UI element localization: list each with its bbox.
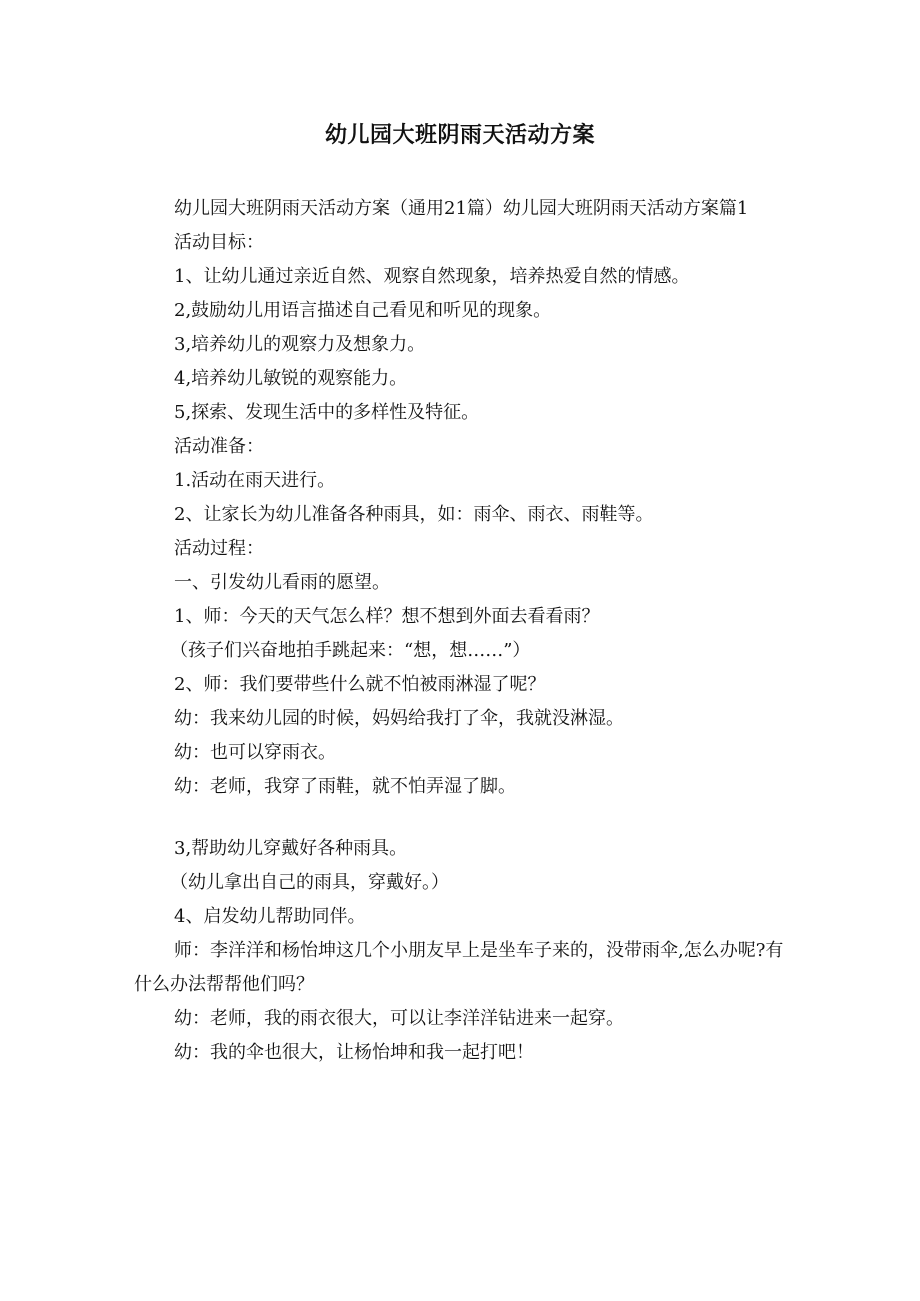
prep-heading: 活动准备： xyxy=(174,436,264,457)
teacher-line: 师：李洋洋和杨怡坤这几个小朋友早上是坐车子来的，没带雨伞,怎么办呢?有什么办法帮帮他们吗？ xyxy=(134,940,784,995)
goal-item: 5,探索、发现生活中的多样性及特征。 xyxy=(174,402,480,423)
process-line: 一、引发幼儿看雨的愿望。 xyxy=(174,572,390,593)
dialogue-line: 幼：我的伞也很大，让杨怡坤和我一起打吧！ xyxy=(174,1042,534,1063)
process-line: （孩子们兴奋地拍手跳起来：“想，想……”） xyxy=(170,640,531,661)
process-heading: 活动过程： xyxy=(174,538,264,559)
dialogue-line: 幼：我来幼儿园的时候，妈妈给我打了伞，我就没淋湿。 xyxy=(174,708,624,729)
process-line: 3,帮助幼儿穿戴好各种雨具。 xyxy=(174,838,408,859)
goal-item: 1、让幼儿通过亲近自然、观察自然现象，培养热爱自然的情感。 xyxy=(174,266,690,287)
document-body xyxy=(134,192,794,1070)
prep-item: 2、让家长为幼儿准备各种雨具，如：雨伞、雨衣、雨鞋等。 xyxy=(174,504,654,525)
goal-item: 4,培养幼儿敏锐的观察能力。 xyxy=(174,368,408,389)
process-line: 4、启发幼儿帮助同伴。 xyxy=(174,906,366,927)
intro-paragraph: 幼儿园大班阴雨天活动方案（通用21篇）幼儿园大班阴雨天活动方案篇1 xyxy=(174,198,749,219)
goals-heading: 活动目标： xyxy=(174,232,264,253)
goal-item: 3,培养幼儿的观察力及想象力。 xyxy=(174,334,426,355)
goal-item: 2,鼓励幼儿用语言描述自己看见和听见的现象。 xyxy=(174,300,552,321)
process-line: 1、师：今天的天气怎么样？想不想到外面去看看雨？ xyxy=(174,606,600,627)
dialogue-line: 幼：老师，我穿了雨鞋，就不怕弄湿了脚。 xyxy=(174,776,516,797)
dialogue-line: 幼：老师，我的雨衣很大，可以让李洋洋钻进来一起穿。 xyxy=(174,1008,624,1029)
process-line: 2、师：我们要带些什么就不怕被雨淋湿了呢？ xyxy=(174,674,546,695)
paragraph-gap xyxy=(134,804,794,832)
document-title: 幼儿园大班阴雨天活动方案 xyxy=(324,123,595,148)
prep-item: 1.活动在雨天进行。 xyxy=(174,470,336,491)
dialogue-line: 幼：也可以穿雨衣。 xyxy=(174,742,336,763)
process-line: （幼儿拿出自己的雨具，穿戴好。） xyxy=(170,872,449,893)
